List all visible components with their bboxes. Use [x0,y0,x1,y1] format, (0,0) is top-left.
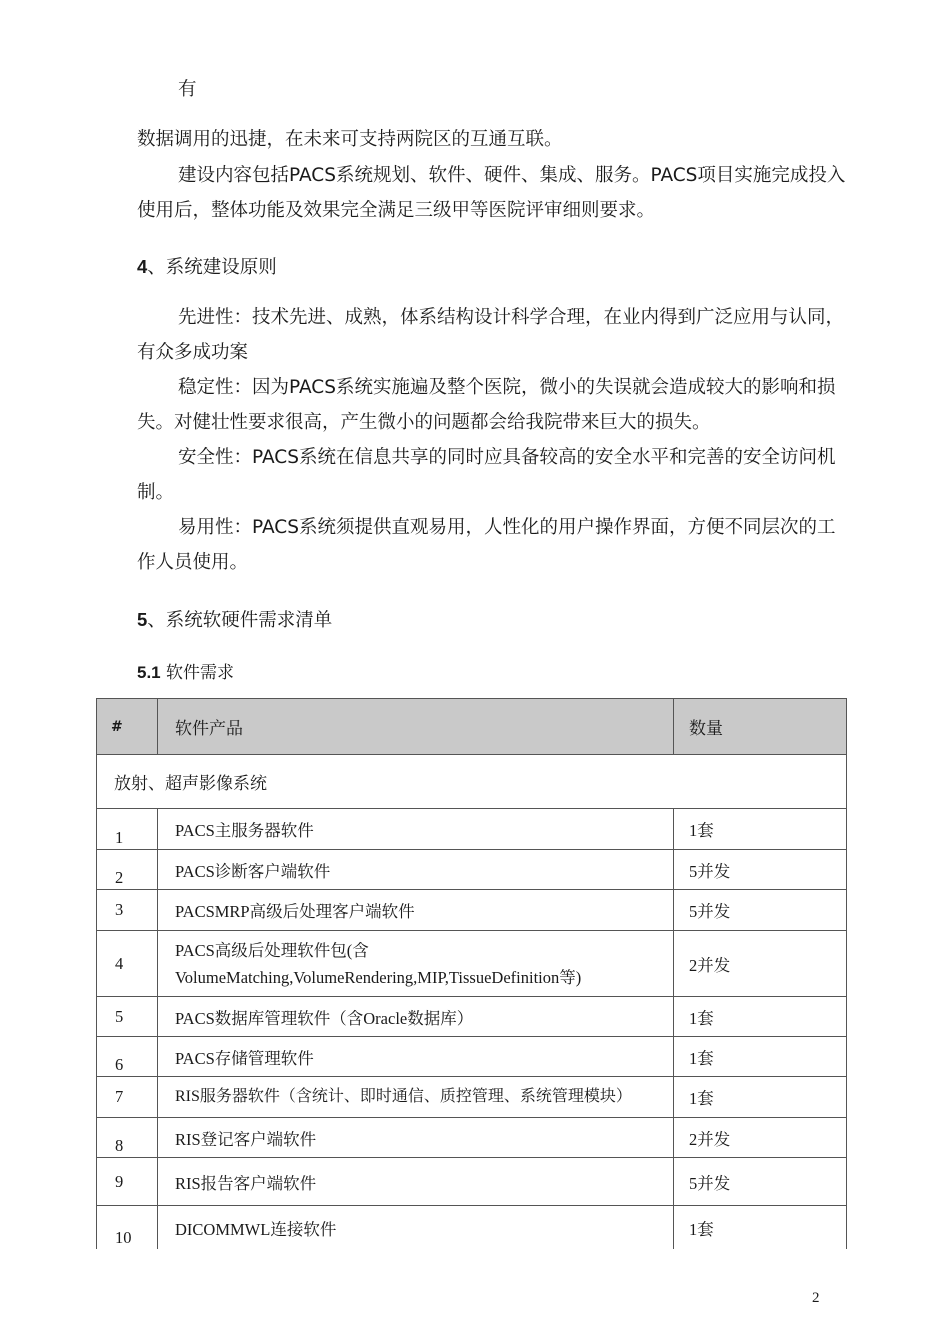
row-product: RIS登记客户端软件 [158,1118,674,1158]
table-row [97,1077,847,1118]
row-product: PACSMRP高级后处理客户端软件 [158,890,674,931]
row-quantity: 1套 [674,809,847,850]
row-number: 5 [97,997,158,1037]
row-number: 6 [97,1037,158,1077]
row-quantity: 5并发 [674,1158,847,1206]
row-quantity: 1套 [674,1037,847,1077]
paragraph-interop: 数据调用的迅捷，在未来可支持两院区的互通互联。 [137,129,563,150]
section-5-1-heading [137,658,234,688]
principle-advanced: 先进性：技术先进、成熟，体系结构设计科学合理，在业内得到广泛应用与认同，有众多成功案 [137,307,845,363]
table-row [97,931,847,997]
row-number: 2 [97,850,158,890]
row-quantity: 5并发 [674,850,847,890]
row-number: 3 [97,890,158,931]
header-number: # [97,699,158,755]
header-quantity: 数量 [674,699,847,755]
section-4-heading [137,252,277,283]
row-quantity: 1套 [674,1077,847,1118]
row-number: 9 [97,1158,158,1206]
section-5-1-number: 5.1 [137,663,161,682]
section-5-number: 5 [137,609,148,630]
section-4-number: 4 [137,256,148,277]
principle-usability: 易用性：PACS系统须提供直观易用，人性化的用户操作界面，方便不同层次的工作人员使用。 [137,517,836,573]
row-product: RIS报告客户端软件 [158,1158,674,1206]
principle-security: 安全性：PACS系统在信息共享的同时应具备较高的安全水平和完善的安全访问机制。 [137,447,836,503]
row-product: DICOMMWL连接软件 [158,1206,674,1249]
row-product: PACS诊断客户端软件 [158,850,674,890]
section-4-title: 、系统建设原则 [147,257,277,278]
row-quantity: 1套 [674,1206,847,1249]
row-product: RIS服务器软件（含统计、即时通信、质控管理、系统管理模块） [158,1077,674,1118]
row-product: PACS主服务器软件 [158,809,674,850]
table-row [97,1158,847,1206]
group-label: 放射、超声影像系统 [97,755,847,809]
row-number: 7 [97,1077,158,1118]
table-row [97,1118,847,1158]
row-product: PACS高级后处理软件包(含VolumeMatching,VolumeRendering,MIP,TissueDefinition等) [158,931,674,997]
section-5-title: 、系统软硬件需求清单 [147,610,333,631]
table-row [97,809,847,850]
row-number: 4 [97,931,158,997]
row-quantity: 1套 [674,997,847,1037]
software-requirements-table [96,698,847,1249]
paragraph-fragment: 有 [178,79,197,100]
table-group-row [97,755,847,809]
row-number: 8 [97,1118,158,1158]
row-number: 10 [97,1206,158,1249]
row-quantity: 2并发 [674,931,847,997]
row-number: 1 [97,809,158,850]
table-row [97,997,847,1037]
table-row [97,890,847,931]
table-header-row [97,699,847,755]
table-row [97,850,847,890]
row-product: PACS存储管理软件 [158,1037,674,1077]
page-number: 2 [812,1290,820,1306]
header-product: 软件产品 [158,699,674,755]
row-quantity: 2并发 [674,1118,847,1158]
table-row [97,1037,847,1077]
table-row [97,1206,847,1249]
row-quantity: 5并发 [674,890,847,931]
section-5-heading [137,605,332,636]
paragraph-scope: 建设内容包括PACS系统规划、软件、硬件、集成、服务。PACS项目实施完成投入使用后，整体功能及效果完全满足三级甲等医院评审细则要求。 [137,165,846,221]
principle-stability: 稳定性：因为PACS系统实施遍及整个医院，微小的失误就会造成较大的影响和损失。对健壮性要求很高，产生微小的问题都会给我院带来巨大的损失。 [137,377,836,433]
row-product: PACS数据库管理软件（含Oracle数据库） [158,997,674,1037]
section-5-1-title: 软件需求 [160,663,235,683]
